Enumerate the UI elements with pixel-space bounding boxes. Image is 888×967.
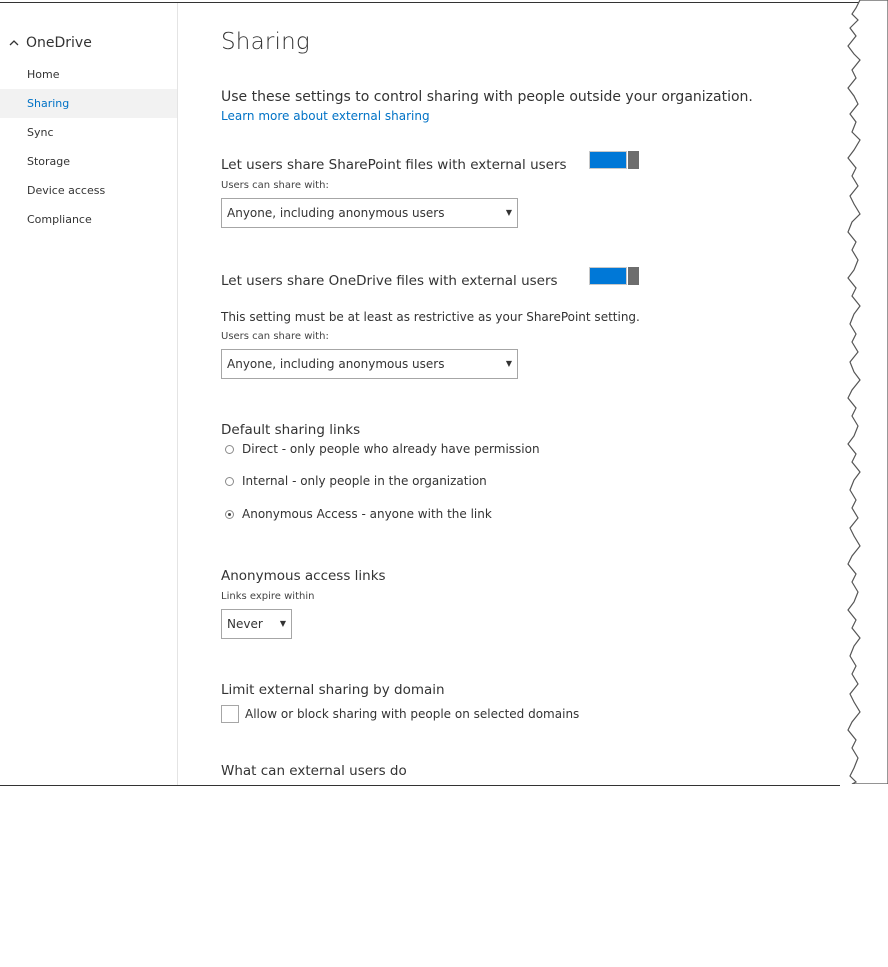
toggle-knob (628, 267, 639, 285)
sidebar-item-sharing[interactable]: Sharing (0, 89, 177, 118)
radio-option-anonymous[interactable] (225, 507, 492, 521)
radio-button[interactable] (225, 445, 234, 454)
anonymous-links-title: Anonymous access links (221, 568, 386, 584)
admin-page (0, 2, 860, 786)
sharepoint-sharing-title: Let users share SharePoint files with external users (221, 157, 567, 173)
radio-label: Anonymous Access - anyone with the link (242, 507, 492, 521)
learn-more-link[interactable]: Learn more about external sharing (221, 109, 430, 123)
limit-domain-option[interactable] (221, 705, 579, 723)
sidebar-item-compliance[interactable]: Compliance (27, 213, 92, 226)
radio-button-selected[interactable] (225, 510, 234, 519)
default-links-title: Default sharing links (221, 422, 361, 438)
onedrive-sharing-toggle[interactable] (589, 267, 639, 285)
onedrive-share-with-label: Users can share with: (221, 331, 329, 342)
radio-option-internal[interactable] (225, 474, 487, 488)
onedrive-share-with-select[interactable] (221, 349, 518, 379)
links-expire-label: Links expire within (221, 591, 315, 602)
select-value: Anyone, including anonymous users (227, 206, 445, 220)
nav-group-label: OneDrive (26, 35, 92, 51)
sidebar-item-home[interactable]: Home (27, 68, 60, 81)
main-content (221, 3, 860, 785)
select-value: Anyone, including anonymous users (227, 357, 445, 371)
dropdown-arrow-icon: ▼ (505, 359, 512, 368)
sidebar-item-storage[interactable]: Storage (27, 155, 71, 168)
dropdown-arrow-icon: ▼ (279, 619, 286, 628)
sidebar-item-device-access[interactable]: Device access (27, 184, 106, 197)
sidebar-nav (0, 3, 178, 785)
onedrive-restriction-note: This setting must be at least as restrictive as your SharePoint setting. (221, 310, 640, 324)
sidebar-item-sync[interactable]: Sync (27, 126, 54, 139)
links-expire-select[interactable] (221, 609, 292, 639)
external-users-title: What can external users do (221, 763, 407, 779)
select-value: Never (227, 617, 263, 631)
limit-domain-checkbox[interactable] (221, 705, 239, 723)
chevron-up-icon (8, 37, 20, 49)
toggle-fill (589, 151, 627, 169)
radio-button[interactable] (225, 477, 234, 486)
toggle-knob (628, 151, 639, 169)
sharepoint-sharing-toggle[interactable] (589, 151, 639, 169)
nav-list (0, 60, 177, 234)
sharepoint-share-with-label: Users can share with: (221, 180, 329, 191)
checkbox-label: Allow or block sharing with people on selected domains (245, 707, 580, 721)
nav-group-onedrive[interactable] (8, 35, 92, 51)
page-title: Sharing (221, 29, 310, 55)
onedrive-sharing-title: Let users share OneDrive files with external users (221, 273, 558, 289)
radio-label: Direct - only people who already have permission (242, 442, 540, 456)
dropdown-arrow-icon: ▼ (505, 208, 512, 217)
toggle-fill (589, 267, 627, 285)
radio-option-direct[interactable] (225, 442, 540, 456)
radio-label: Internal - only people in the organization (242, 474, 487, 488)
intro-text: Use these settings to control sharing with people outside your organization. (221, 89, 753, 105)
limit-domain-title: Limit external sharing by domain (221, 682, 445, 698)
sharepoint-share-with-select[interactable] (221, 198, 518, 228)
torn-edge-decoration (840, 0, 888, 800)
